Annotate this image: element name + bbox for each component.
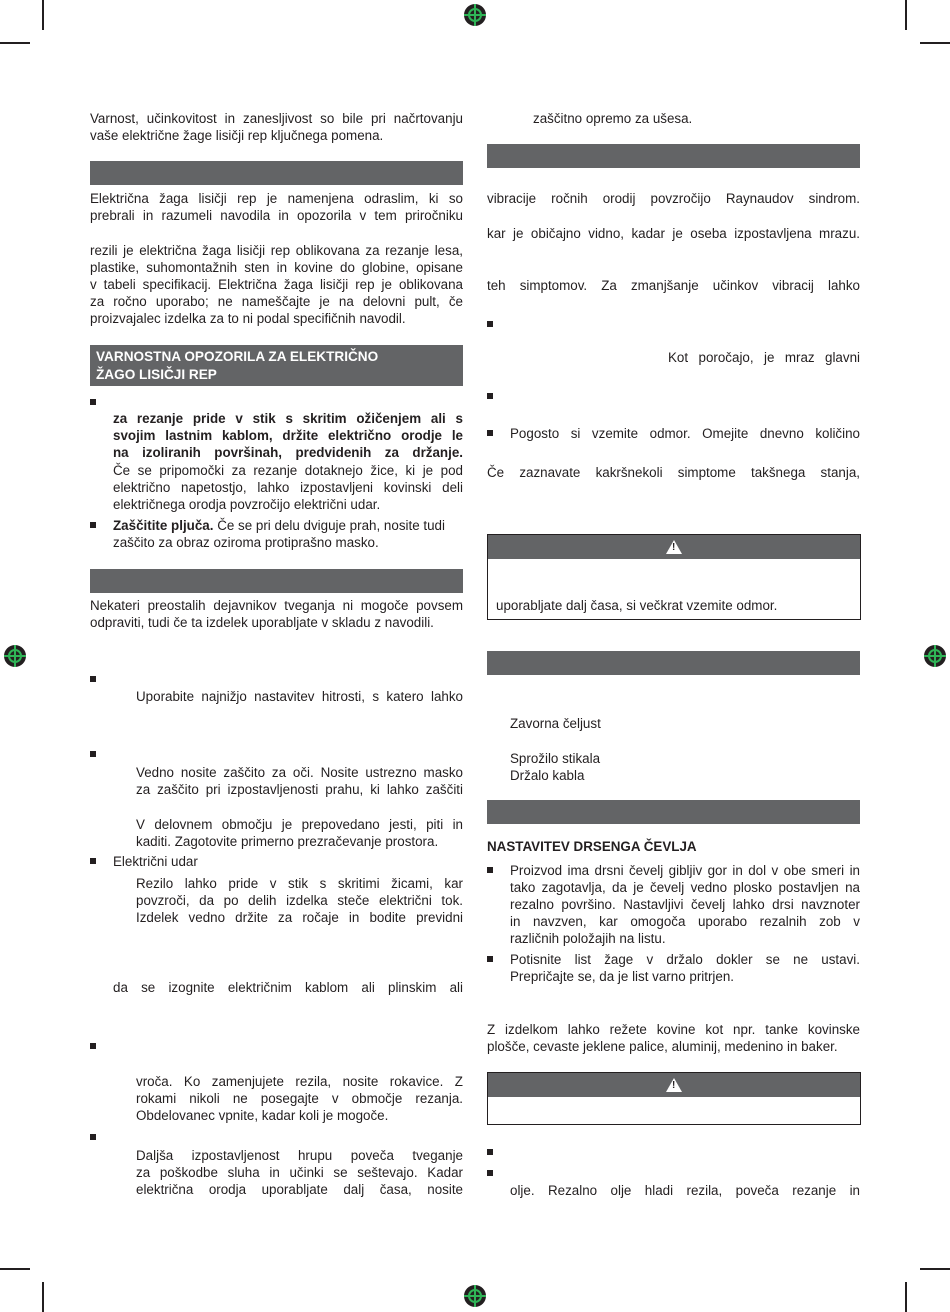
crop-mark (0, 42, 30, 44)
crop-mark (905, 0, 907, 30)
rest-line: Pogosto si vzemite odmor. Omejite dnevno količino (510, 426, 860, 441)
warning-box (487, 534, 861, 620)
shoe-line: tako zagotavlja, da je čevelj vedno plosko postavljen na (510, 880, 860, 895)
vibration-line: vibracije ročnih orodij povzročijo Raynaudov sindrom. (487, 191, 860, 206)
crop-mark (42, 1282, 44, 1312)
section-header-bar (487, 144, 860, 168)
eye-protection-line: Vedno nosite zaščito za oči. Nosite ustrezno masko (136, 765, 463, 780)
intended-use-line: za ročno uporabo; ne nameščajte je na delovni pult, če (90, 294, 463, 309)
intended-use-line: prebrali in razumeli navodila in opozorila v tem priročniku (90, 208, 463, 223)
speed-line: Uporabite najnižjo nastavitev hitrosti, s katero lahko (136, 689, 463, 704)
metal-line: Z izdelkom lahko režete kovine kot npr. tanke kovinske (487, 1022, 860, 1037)
electric-shock-title: Električni udar (113, 854, 198, 869)
electric-shock-line: povzroči, da po delih izdelka steče električni tok. (136, 893, 463, 908)
bullet-icon (487, 430, 493, 436)
section-title-line: ŽAGO LISIČJI REP (96, 367, 217, 382)
bullet-icon (90, 522, 96, 528)
intro-line: vaše električne žage lisičji rep ključnega pomena. (90, 128, 384, 143)
registration-mark-icon (4, 645, 26, 667)
warning-line: električno napetostjo, lahko izpostavljeni kovinski deli (113, 480, 463, 495)
bullet-icon (487, 956, 493, 962)
safety-warnings-title (90, 345, 463, 386)
section-header-bar (487, 800, 860, 824)
bullet-icon (90, 399, 96, 405)
noise-line: za poškodbe sluha in učinki se seštevajo. Kadar (136, 1165, 463, 1180)
warning-box-header (488, 1073, 860, 1097)
part-name: Sprožilo stikala (510, 751, 601, 766)
electric-shock-line: Izdelek vedno držite za ročaje in bodite previdni (136, 910, 463, 925)
crop-mark (0, 1268, 30, 1270)
residual-risk-line: Nekateri preostalih dejavnikov tveganja ni mogoče povsem (90, 598, 463, 613)
oil-line: olje. Rezalno olje hladi rezila, poveča rezanje in (510, 1183, 860, 1198)
lungs-warning (113, 517, 463, 534)
intended-use-line: proizvajalec izdelka za to ni podal specifičnih navodil. (90, 311, 406, 326)
shoe-heading: NASTAVITEV DRSENGA ČEVLJA (487, 839, 697, 854)
electric-shock-line: Rezilo lahko pride v stik s skritimi žicami, kar (136, 876, 463, 891)
section-header-bar (487, 651, 860, 675)
registration-mark-icon (464, 4, 486, 26)
noise-line: Daljša izpostavljenost hrupu poveča tveganje (136, 1148, 463, 1163)
cold-line: Kot poročajo, je mraz glavni (668, 350, 860, 365)
hygiene-line: kaditi. Zagotovite primerno prezračevanje prostora. (136, 834, 439, 849)
bullet-icon (487, 321, 493, 327)
bullet-icon (90, 858, 96, 864)
gloves-line: vroča. Ko zamenjujete rezila, nosite rokavice. Z (136, 1074, 463, 1089)
crop-mark (905, 1282, 907, 1312)
warning-triangle-icon: ! (666, 540, 682, 554)
gloves-line: Obdelovanec vpnite, kadar koli je mogoče. (136, 1108, 389, 1123)
cables-line: da se izognite električnim kablom ali plinskim ali (113, 980, 463, 995)
warning-line: električnega orodja povzročijo električni udar. (113, 497, 381, 512)
blade-line: Potisnite list žage v držalo dokler se ne ustavi. (510, 952, 860, 967)
intended-use-line: v tabeli specifikacij. Električna žaga lisičji rep je oblikovana (90, 277, 463, 292)
bullet-icon (487, 1170, 493, 1176)
bullet-icon (90, 1134, 96, 1140)
warning-triangle-icon: ! (666, 1078, 682, 1092)
bold-warning-line: na izoliranih površinah, predvidenih za držanje. (113, 445, 463, 460)
gloves-line: rokami nikoli ne posegajte v območje rezanja. (136, 1091, 463, 1106)
warning-box (487, 1072, 861, 1125)
crop-mark (920, 42, 950, 44)
registration-mark-icon (464, 1285, 486, 1307)
intended-use-line: rezili je električna žaga lisičji rep oblikovana za rezanje lesa, (90, 243, 463, 258)
symptoms-line: Če zaznavate kakršnekoli simptome takšnega stanja, (487, 465, 860, 480)
warning-box-text: uporabljate dalj časa, si večkrat vzemite odmor. (496, 598, 778, 613)
crop-mark (920, 1268, 950, 1270)
section-title-line: VARNOSTNA OPOZORILA ZA ELEKTRIČNO (96, 349, 379, 364)
blade-line: Prepričajte se, da je list varno pritrjen. (510, 969, 735, 984)
bullet-icon (487, 1149, 493, 1155)
registration-mark-icon (924, 645, 946, 667)
metal-line: plošče, cevaste jeklene palice, aluminij, medenino in baker. (487, 1039, 838, 1054)
part-name: Držalo kabla (510, 768, 585, 783)
bullet-icon (90, 751, 96, 757)
warning-line: zaščito za obraz oziroma protiprašno masko. (113, 535, 379, 550)
residual-risk-line: odpraviti, tudi če ta izdelek uporabljate v skladu z navodili. (90, 615, 434, 630)
shoe-line: in navzven, kar omogoča uporabo rezalnih zob v (510, 914, 860, 929)
bold-warning-line: svojim lastnim kablom, držite električno orodje le (113, 428, 463, 443)
intro-line: Varnost, učinkovitost in zanesljivost so bile pri načrtovanju (90, 111, 463, 126)
shoe-line: rezalno površino. Nastavljivi čevelj lahko drsi navznoter (510, 897, 860, 912)
intended-use-line: plastike, suhomontažnih sten in kovine do globine, opisane (90, 260, 463, 275)
bullet-icon (487, 393, 493, 399)
ear-protection-line: zaščitno opremo za ušesa. (533, 111, 693, 126)
warning-box-header (488, 535, 860, 559)
warning-line: Če se pripomočki za rezanje dotaknejo žice, ki je pod (113, 463, 463, 478)
bullet-icon (90, 1043, 96, 1049)
shoe-line: različnih položajih na listu. (510, 931, 666, 946)
crop-mark (42, 0, 44, 30)
hygiene-line: V delovnem območju je prepovedano jesti, piti in (136, 817, 463, 832)
shoe-line: Proizvod ima drsni čevelj gibljiv gor in dol v obe smeri in (510, 863, 860, 878)
intended-use-line: Električna žaga lisičji rep je namenjena odraslim, ki so (90, 191, 463, 206)
bold-warning-line: za rezanje pride v stik s skritim ožičenjem ali s (113, 411, 463, 426)
part-name: Zavorna čeljust (510, 716, 601, 731)
noise-line: električna orodja uporabljate dalj časa, nosite (136, 1182, 463, 1197)
section-header-bar (90, 161, 463, 185)
eye-protection-line: za zaščito pri izpostavljenosti prahu, ki lahko zaščiti (136, 782, 463, 797)
bullet-icon (487, 867, 493, 873)
vibration-line: kar je običajno vidno, kadar je oseba izpostavljena mrazu. (487, 226, 860, 241)
bullet-icon (90, 676, 96, 682)
vibration-line: teh simptomov. Za zmanjšanje učinkov vibracij lahko (487, 278, 860, 293)
lungs-warning-bold: Zaščitite pljuča. (113, 518, 214, 533)
section-header-bar (90, 569, 463, 593)
lungs-warning-text: Če se pri delu dviguje prah, nosite tudi (213, 518, 445, 533)
